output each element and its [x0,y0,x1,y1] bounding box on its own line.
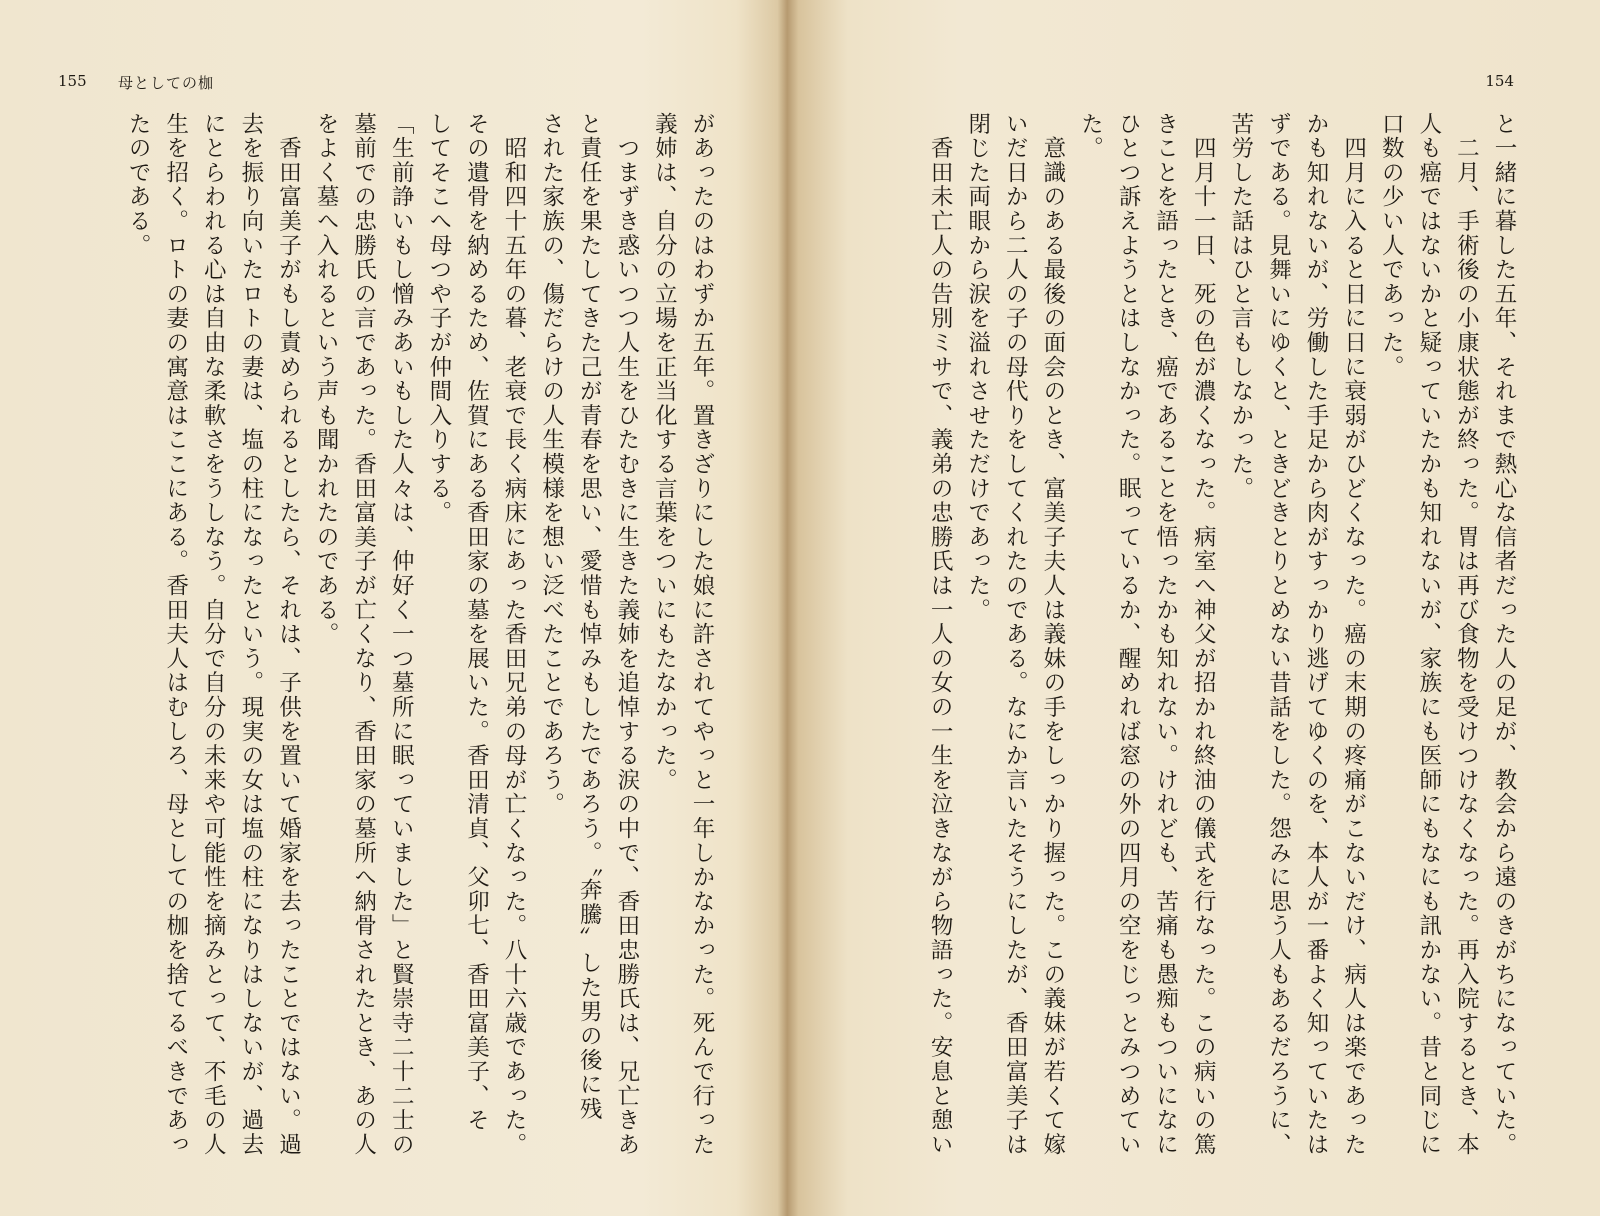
text-column: 口数の少い人であった。 [1378,112,1405,380]
text-column: 四月に入ると日に日に衰弱がひどくなった。癌の末期の疼痛がこないだけ、病人は楽であった [1340,112,1367,1157]
text-column: 閉じた両眼から涙を溢れさせただけであった。 [964,112,991,623]
text-column: ひとつ訴えようとはしなかった。眠っているか、醒めれば窓の外の四月の空をじっとみつめてい [1115,112,1142,1157]
text-column: かも知れないが、労働した手足から肉がすっかり逃げてゆくのを、本人が一番よく知っていたは [1303,112,1330,1157]
text-column: 昭和四十五年の暮、老衰で長く病床にあった香田兄弟の母が亡くなった。八十六歳であった。 [501,112,528,1157]
text-column: 「生前諍いもし憎みあいもした人々は、仲好く一つ墓所に眠っていました」と賢崇寺二十二士の [388,112,415,1157]
text-column: 二月、手術後の小康状態が終った。胃は再び食物を受けつけなくなった。再入院するとき、本 [1453,112,1480,1157]
text-column: してそこへ母つや子が仲間入りする。 [425,112,452,526]
page-number: 154 [1485,72,1514,90]
text-column: と責任を果たしてきた己が青春を思い、愛惜も悼みもしたであろう。〝奔騰〟した男の後に残 [576,112,603,1122]
left-page [0,0,790,1216]
right-page-body [921,112,1523,1192]
left-page-body [119,112,721,1192]
text-column: いだ日から二人の子の母代りをしてくれたのである。なにか言いたそうにしたが、香田富美子は [1002,112,1029,1157]
text-column: 香田富美子がもし責められるとしたら、それは、子供を置いて婚家を去ったことではない。過 [275,112,302,1157]
text-column: と一緒に暮した五年、それまで熱心な信者だった人の足が、教会から遠のきがちになっていた。 [1491,112,1517,1157]
text-column: をよく墓へ入れるという声も聞かれたのである。 [313,112,340,647]
text-column: にとらわれる心は自由な柔軟さをうしなう。自分で自分の未来や可能性を摘みとって、不毛の人 [200,112,227,1157]
text-column: があったのはわずか五年。置きざりにした娘に許されてやっと一年しかなかった。死んで行った [689,112,715,1157]
text-column: つまずき惑いつつ人生をひたむきに生きた義姉を追悼する涙の中で、香田忠勝氏は、兄亡きあ [613,112,640,1157]
text-column: 香田未亡人の告別ミサで、義弟の忠勝氏は一人の女の一生を泣きながら物語った。安息と憩い [927,112,954,1157]
text-column: された家族の、傷だらけの人生模様を想い泛べたことであろう。 [538,112,565,817]
text-column: た。 [1077,112,1104,161]
text-column: きことを語ったとき、癌であることを悟ったかも知れない。けれども、苦痛も愚痴もついになに [1152,112,1179,1157]
text-column: 意識のある最後の面会のとき、富美子夫人は義妹の手をしっかり握った。この義妹が若くて嫁 [1039,112,1066,1157]
text-column: その遺骨を納めるため、佐賀にある香田家の墓を展いた。香田清貞、父卯七、香田富美子、そ [463,112,490,1133]
text-column: 墓前での忠勝氏の言であった。香田富美子が亡くなり、香田家の墓所へ納骨されたとき、あの人 [350,112,377,1157]
text-column: 四月十一日、死の色が濃くなった。病室へ神父が招かれ終油の儀式を行なった。この病いの篤 [1190,112,1217,1157]
text-column: たのである。 [125,112,152,258]
text-column: 人も癌ではないかと疑っていたかも知れないが、家族にも医師にもなにも訊かない。昔と同じに [1415,112,1442,1157]
running-title: 母としての枷 [118,74,215,92]
text-column: 苦労した話はひと言もしなかった。 [1227,112,1254,501]
page-number: 155 [58,72,87,90]
text-column: 義姉は、自分の立場を正当化する言葉をついにもたなかった。 [651,112,678,793]
text-column: 去を振り向いたロトの妻は、塩の柱になったという。現実の女は塩の柱になりはしないが、過去 [237,112,264,1157]
text-column: ずである。見舞いにゆくと、ときどきとりとめない昔話をした。怨みに思う人もあるだろうに、 [1265,112,1292,1157]
right-page [800,0,1600,1216]
text-column: 生を招く。ロトの妻の寓意はここにある。香田夫人はむしろ、母としての枷を捨てるべきであっ [162,112,189,1157]
